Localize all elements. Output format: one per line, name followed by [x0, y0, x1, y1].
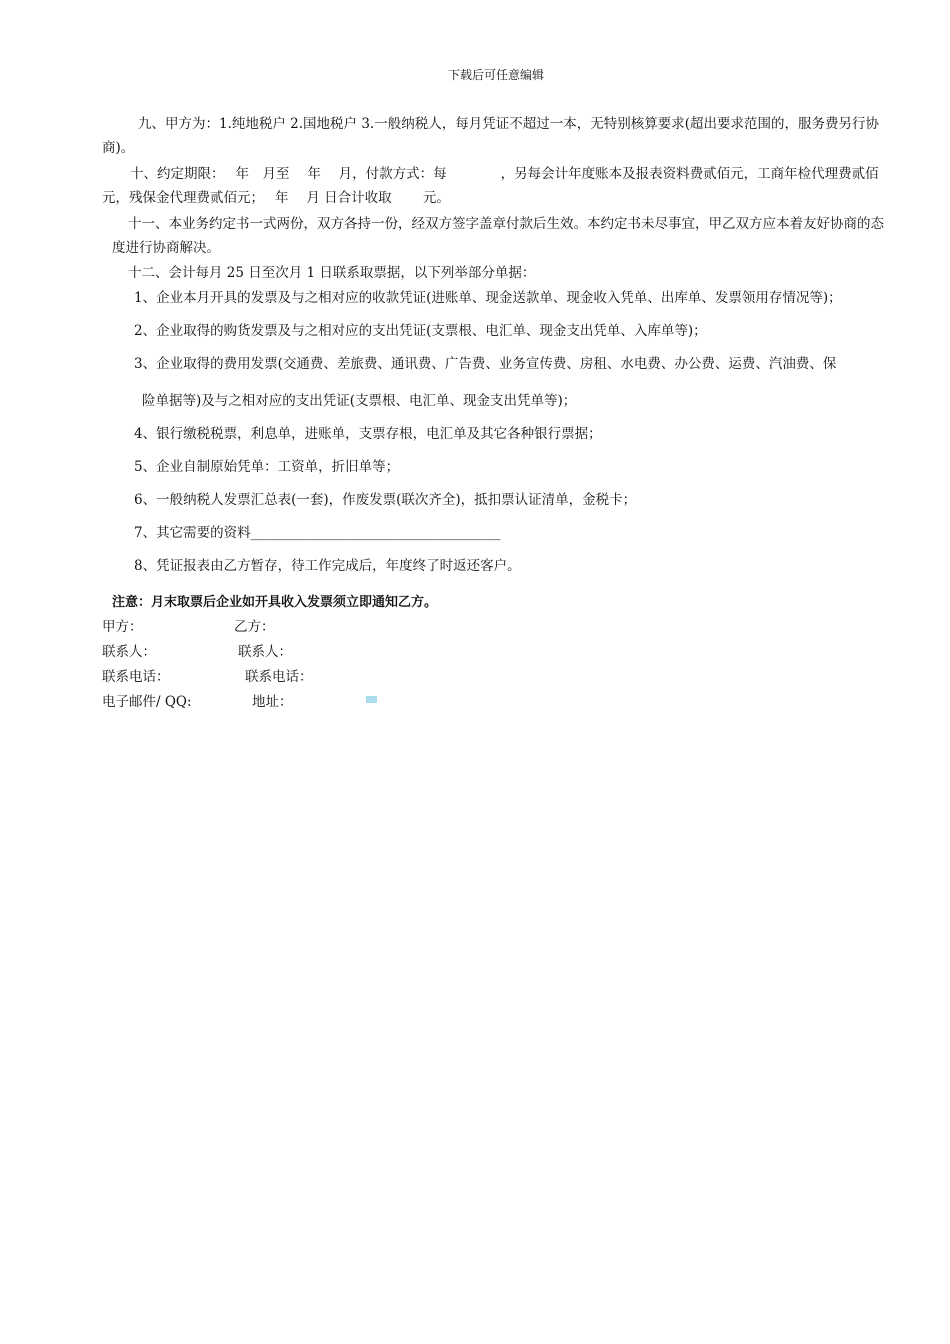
contact-a-label: 联系人：	[102, 644, 156, 660]
phone-b-label: 联系电话：	[245, 669, 313, 685]
list-item: 6、一般纳税人发票汇总表(一套)，作废发票(联次齐全)，抵扣票认证清单，金税卡；	[134, 492, 637, 508]
list-item: 5、企业自制原始凭单：工资单，折旧单等；	[134, 459, 400, 475]
page-header: 下载后可任意编辑	[447, 68, 544, 82]
email-a-label: 电子邮件/ QQ:	[102, 694, 192, 710]
clause-nine: 九、甲方为：1.纯地税户 2.国地税户 3.一般纳税人，每月凭证不超过一本，无特别核算要求(超出要求范围的，服务费另行协商)。	[102, 116, 879, 156]
list-item: 4、银行缴税税票，利息单，进账单，支票存根，电汇单及其它各种银行票据；	[134, 426, 602, 442]
highlight-marker	[366, 696, 377, 703]
list-item: 1、企业本月开具的发票及与之相对应的收款凭证(进账单、现金送款单、现金收入凭单、出库单、发票领用存情况等)；	[134, 290, 842, 306]
clause-eleven: 十一、本业务约定书一式两份，双方各持一份，经双方签字盖章付款后生效。本约定书未尽事宜，甲乙双方应本着友好协商的态度进行协商解决。	[112, 216, 884, 256]
list-item: 7、其它需要的资料_____________________________________	[134, 525, 501, 541]
list-item: 险单据等)及与之相对应的支出凭证(支票根、电汇单、现金支出凭单等)；	[142, 393, 577, 409]
list-item: 2、企业取得的购货发票及与之相对应的支出凭证(支票根、电汇单、现金支出凭单、入库单等)；	[134, 323, 707, 339]
list-item: 3、企业取得的费用发票(交通费、差旅费、通讯费、广告费、业务宣传费、房租、水电费、办公费、运费、汽油费、保	[134, 356, 837, 372]
list-item: 8、凭证报表由乙方暂存，待工作完成后，年度终了时返还客户。	[134, 558, 521, 574]
address-b-label: 地址：	[252, 694, 293, 710]
party-a-label: 甲方：	[102, 619, 143, 635]
clause-twelve: 十二、会计每月 25 日至次月 1 日联系取票据，以下列举部分单据：	[128, 265, 536, 281]
clause-ten: 十、约定期限： 年 月至 年 月，付款方式：每 ，另每会计年度账本及报表资料费贰佰元，工商年检代理费贰佰元，残保金代理费贰佰元； 年 月 日合计收取 元。	[102, 166, 879, 206]
note: 注意：月末取票后企业如开具收入发票须立即通知乙方。	[112, 595, 438, 610]
party-b-label: 乙方：	[234, 619, 275, 635]
contact-b-label: 联系人：	[238, 644, 292, 660]
phone-a-label: 联系电话：	[102, 669, 170, 685]
